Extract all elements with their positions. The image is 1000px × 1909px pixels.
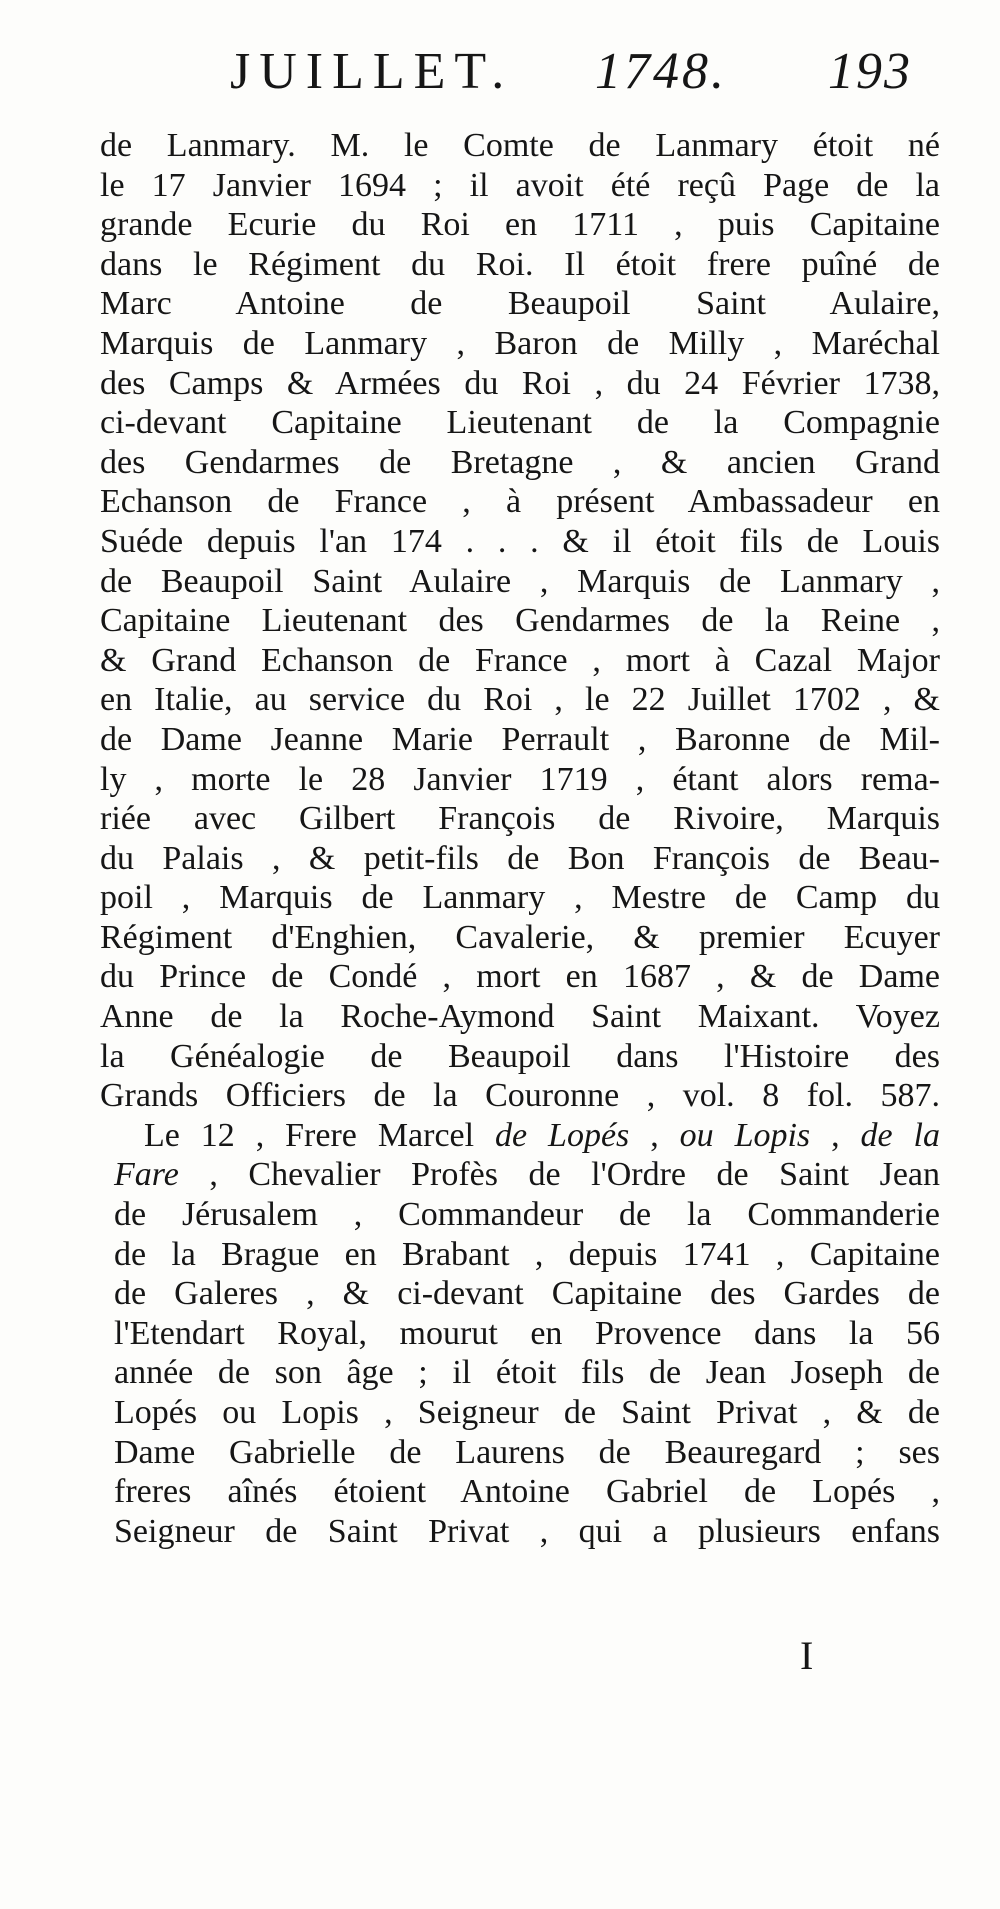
text-line: Dame Gabrielle de Laurens de Beauregard ; ses [114,1433,940,1471]
text-run: , [810,1116,861,1154]
text-line: de Jérusalem , Commandeur de la Commanderie [114,1196,940,1234]
italic-surname: de Lopés [495,1116,630,1154]
text-line: de la Brague en Brabant , depuis 1741 , Capitaine [114,1235,940,1273]
text-line: Suéde depuis l'an 174 . . . & il étoit fils de Louis [100,522,940,560]
text-line: Seigneur de Saint Privat , qui a plusieurs enfans [114,1512,940,1550]
text-line: de Beaupoil Saint Aulaire , Marquis de Lanmary , [100,562,940,600]
text-line: Echanson de France , à présent Ambassadeur en [100,483,940,521]
text-line: de Dame Jeanne Marie Perrault , Baronne de Mil- [100,720,940,758]
text-line: l'Etendart Royal, mourut en Provence dans la 56 [114,1314,940,1352]
text-line: & Grand Echanson de France , mort à Cazal Major [100,641,940,679]
text-run: , [629,1116,680,1154]
paragraph-start-line [100,1116,940,1156]
text-line: de Lanmary. M. le Comte de Lanmary étoit né [100,127,940,164]
running-head-year: 1748. [595,43,727,100]
text-line: Régiment d'Enghien, Cavalerie, & premier Ecuyer [100,918,940,956]
text-line: de Galeres , & ci-devant Capitaine des Gardes de [114,1275,940,1313]
text-line: Marc Antoine de Beaupoil Saint Aulaire, [100,285,940,323]
text-line: des Gendarmes de Bretagne , & ancien Grand [100,443,940,481]
text-line: dans le Régiment du Roi. Il étoit frere puîné de [100,245,940,283]
text-line: ci-devant Capitaine Lieutenant de la Compagnie [100,404,940,442]
italic-surname-suffix: de la [860,1116,940,1154]
text-line: grande Ecurie du Roi en 1711 , puis Capitaine [100,206,940,244]
italic-surname-variant: ou Lopis [679,1116,811,1154]
text-line: Lopés ou Lopis , Seigneur de Saint Privat , & de [114,1394,940,1431]
text-line: ly , morte le 28 Janvier 1719 , étant alors rema- [100,760,940,798]
running-head-title: JUILLET. [230,43,514,100]
body-text [100,126,940,1551]
text-line: la Généalogie de Beaupoil dans l'Histoire des [100,1037,940,1075]
text-line: année de son âge ; il étoit fils de Jean Joseph de [114,1354,940,1392]
text-run: Le 12 , Frere Marcel [144,1116,496,1154]
text-line [100,1155,940,1195]
text-line: Anne de la Roche-Aymond Saint Maixant. Voyez [100,998,940,1036]
italic-surname-suffix-end: Fare [114,1156,179,1194]
text-line: des Camps & Armées du Roi , du 24 Février 1738, [100,364,940,402]
text-line: Capitaine Lieutenant des Gendarmes de la Reine , [100,602,940,640]
text-line: le 17 Janvier 1694 ; il avoit été reçû Page de la [100,166,940,204]
text-line: du Palais , & petit-fils de Bon François de Beau- [100,839,940,877]
text-line: Grands Officiers de la Couronne , vol. 8 fol. 587. [100,1077,940,1115]
text-line: Marquis de Lanmary , Baron de Milly , Maréchal [100,324,940,362]
text-line: freres aînés étoient Antoine Gabriel de Lopés , [114,1473,940,1511]
signature-mark: I [800,1633,814,1678]
text-run: , Chevalier Profès de l'Ordre de Saint Jean [178,1156,940,1194]
page-number: 193 [828,43,912,100]
text-line: du Prince de Condé , mort en 1687 , & de Dame [100,958,940,996]
text-line: poil , Marquis de Lanmary , Mestre de Camp du [100,879,940,917]
text-line: en Italie, au service du Roi , le 22 Juillet 1702 , & [100,681,940,719]
running-head [230,42,930,112]
text-line: riée avec Gilbert François de Rivoire, Marquis [100,800,940,838]
